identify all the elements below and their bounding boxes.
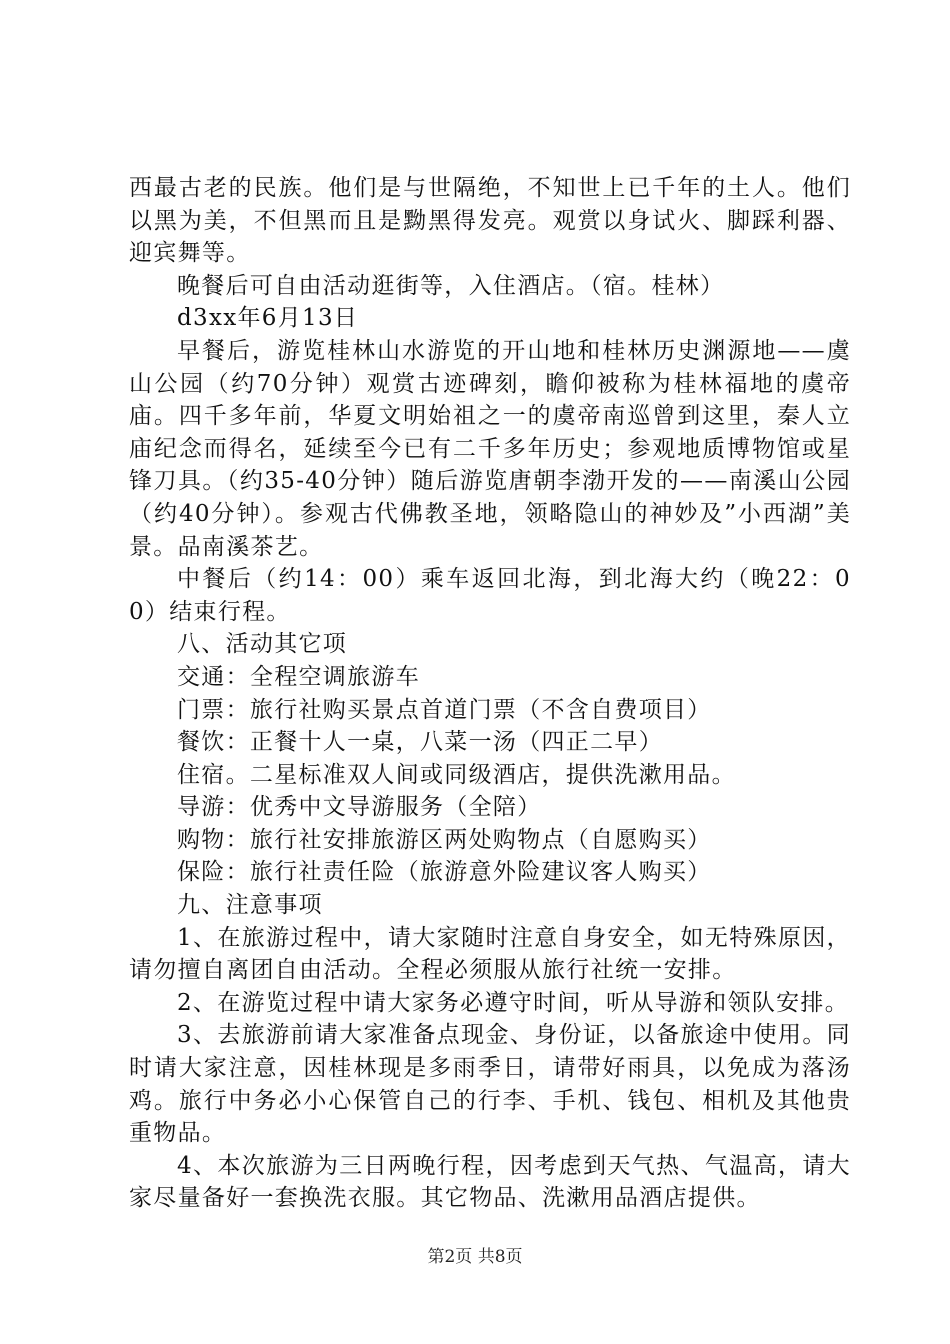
- notice-1: 1、在旅游过程中，请大家随时注意自身安全，如无特殊原因，请勿擅自离团自由活动。全程必须服从旅行社统一安排。: [129, 924, 851, 984]
- item-insurance: 保险：旅行社责任险（旅游意外险建议客人购买）: [177, 859, 712, 886]
- item-shopping: 购物：旅行社安排旅游区两处购物点（自愿购买）: [177, 826, 712, 853]
- notice-3: 3、去旅游前请大家准备点现金、身份证，以备旅途中使用。同时请大家注意，因桂林现是多雨季日，请带好雨具，以免成为落汤鸡。旅行中务必小心保管自己的行李、手机、钱包、相机及其他贵重物品。: [129, 1022, 851, 1147]
- item-transport: 交通：全程空调旅游车: [177, 663, 420, 690]
- paragraph-1: 西最古老的民族。他们是与世隔绝，不知世上已千年的土人。他们以黑为美，不但黑而且是黝黑得发亮。观赏以身试火、脚踩利器、迎宾舞等。: [129, 175, 851, 267]
- section-heading-8: 八、活动其它项: [177, 631, 348, 658]
- page-number-footer: 第2页 共8页: [427, 1247, 523, 1267]
- document-body: [129, 172, 851, 1215]
- notice-4: 4、本次旅游为三日两晚行程，因考虑到天气热、气温高，请大家尽量备好一套换洗衣服。其它物品、洗漱用品酒店提供。: [129, 1152, 851, 1212]
- item-tickets: 门票：旅行社购买景点首道门票（不含自费项目）: [177, 696, 712, 723]
- paragraph-5: 中餐后（约14：00）乘车返回北海，到北海大约（晚22：00）结束行程。: [129, 566, 851, 625]
- notice-2: 2、在游览过程中请大家务必遵守时间，听从导游和领队安排。: [177, 989, 850, 1016]
- item-guide: 导游：优秀中文导游服务（全陪）: [177, 794, 542, 821]
- paragraph-date: d3xx年6月13日: [177, 305, 359, 332]
- paragraph-4: 早餐后，游览桂林山水游览的开山地和桂林历史渊源地——虞山公园（约70分钟）观赏古迹碑刻，瞻仰被称为桂林福地的虞帝庙。四千多年前，华夏文明始祖之一的虞帝南巡曾到这里，秦人立庙纪念而得名，延续至今已有二千多年历史；参观地质博物馆或星锋刀具。（约35-40分钟）随后游览唐朝李渤开发的——南溪山公园（约40分钟）。参观古代佛教圣地，领略隐山的神妙及”小西湖”美景。品南溪茶艺。: [129, 337, 851, 560]
- item-lodging: 住宿。二星标准双人间或同级酒店，提供洗漱用品。: [177, 761, 736, 788]
- section-heading-9: 九、注意事项: [177, 892, 323, 919]
- paragraph-2: 晚餐后可自由活动逛街等，入住酒店。（宿。桂林）: [177, 272, 725, 299]
- item-meals: 餐饮：正餐十人一桌，八菜一汤（四正二早）: [177, 729, 663, 756]
